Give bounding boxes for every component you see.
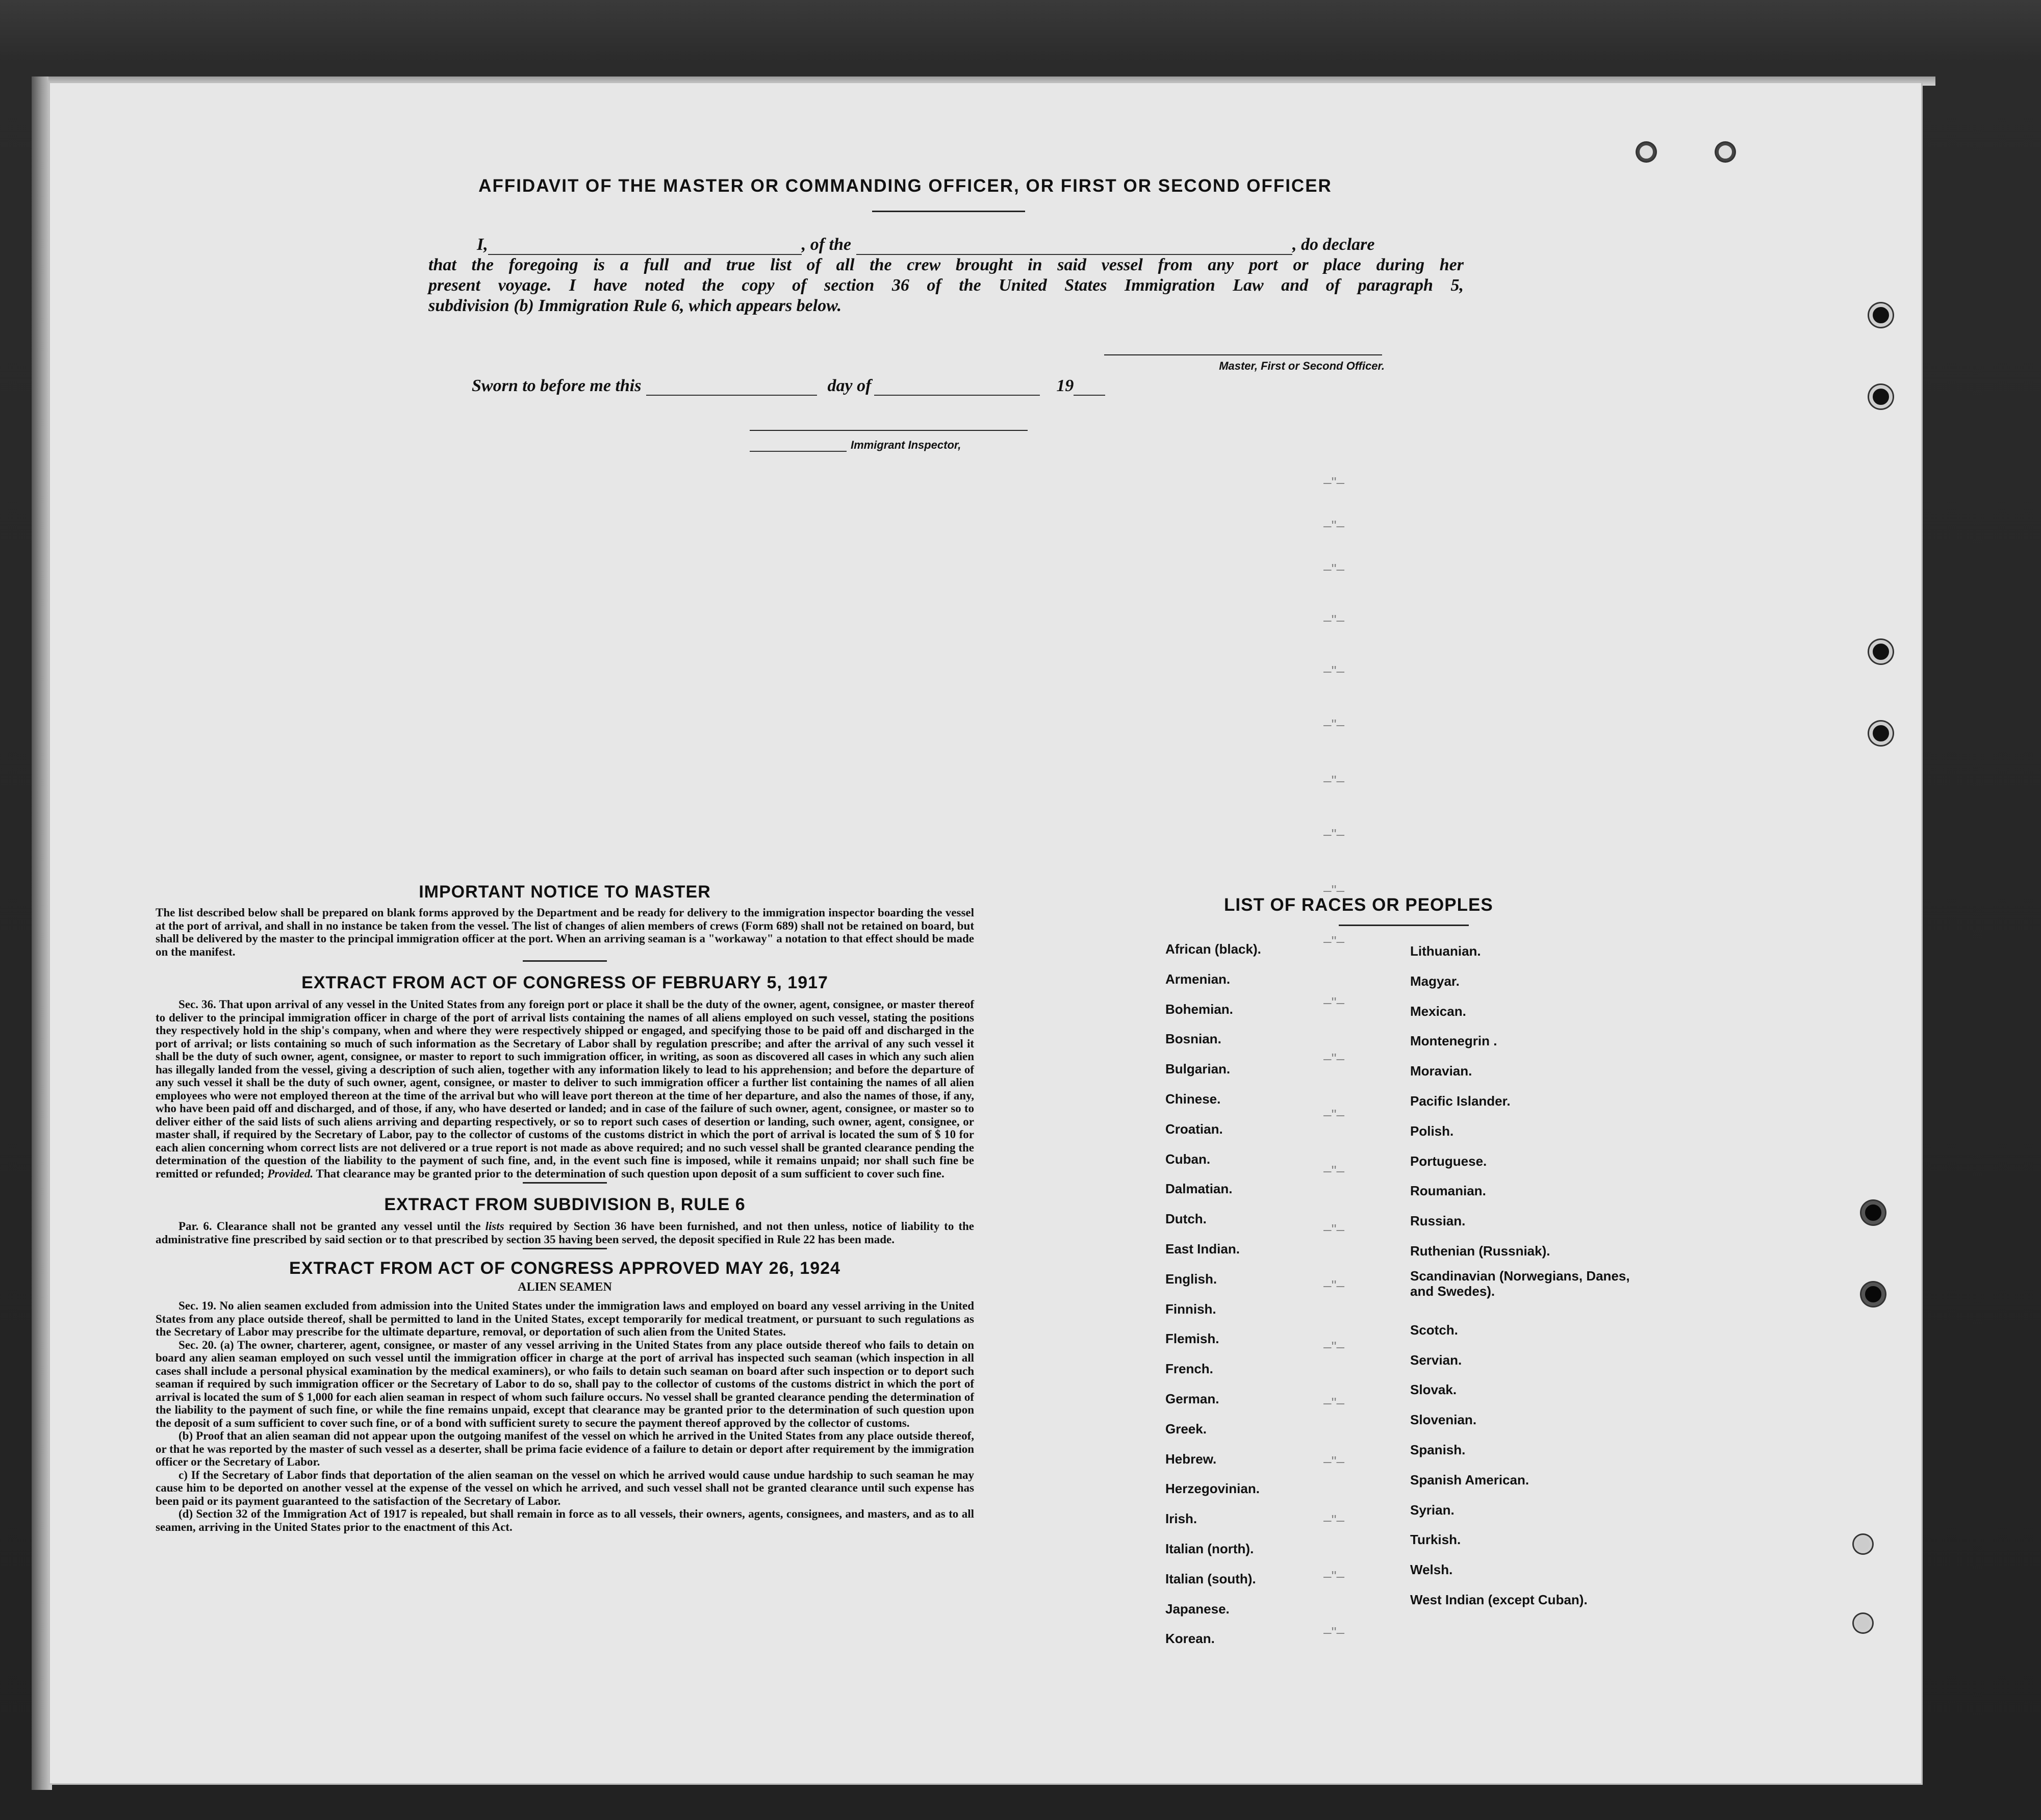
sec-19-text bbox=[156, 1299, 974, 1339]
do-declare-label: , do declare bbox=[1292, 235, 1375, 254]
race-list-item: Roumanian. bbox=[1410, 1183, 1486, 1199]
extract-1917-divider bbox=[523, 1182, 607, 1184]
legal-extracts-column bbox=[156, 882, 974, 1533]
race-list-item: German. bbox=[1165, 1391, 1219, 1406]
race-list-item: Scotch. bbox=[1410, 1322, 1458, 1338]
sworn-label: Sworn to before me this bbox=[472, 376, 642, 395]
race-list-item: Ruthenian (Russniak). bbox=[1410, 1243, 1550, 1259]
races-column-1 bbox=[1165, 934, 1400, 1654]
bleed-through-mark: –"– bbox=[1323, 474, 1345, 490]
race-list-item: Chinese. bbox=[1165, 1091, 1221, 1107]
race-list-item: Montenegrin . bbox=[1410, 1033, 1497, 1049]
extract-rule6-title: EXTRACT FROM SUBDIVISION B, RULE 6 bbox=[384, 1195, 746, 1214]
race-list-item: Japanese. bbox=[1165, 1601, 1230, 1617]
race-list-item: Russian. bbox=[1410, 1213, 1466, 1229]
sec-20a-text bbox=[156, 1339, 974, 1430]
manifest-page bbox=[48, 82, 1923, 1785]
binder-hole-icon bbox=[1869, 303, 1893, 327]
races-title: LIST OF RACES OR PEOPLES bbox=[1224, 895, 1493, 915]
races-column-2 bbox=[1410, 936, 1635, 1615]
bleed-through-mark: –"– bbox=[1323, 1395, 1345, 1411]
sec-19-body: No alien seamen excluded from admission into the United States under the immigration laws and employed on board any vessel arriving in the United States from any place outside thereof, shall be permitted to land in the United States, except temporarily for medical treatment, or pursuant to such regulations as the Secretary of Labor may prescribe for the ultimate departure, removal, or deportation of such alien from the United States. bbox=[156, 1299, 974, 1338]
sec-20d-text: (d) Section 32 of the Immigration Act of 1917 is repealed, but shall remain in force as to all vessels, their owners, agents, consignees, and masters, and as to all seamen, arriving in the United States prior to the enactment of this Act. bbox=[156, 1507, 974, 1533]
race-list-item: Servian. bbox=[1410, 1352, 1462, 1368]
bleed-through-mark: –"– bbox=[1323, 1453, 1345, 1469]
extract-1924-title: EXTRACT FROM ACT OF CONGRESS APPROVED MAY 26, 1924 bbox=[289, 1259, 840, 1278]
race-list-item: Dutch. bbox=[1165, 1211, 1207, 1227]
declarant-name-field[interactable] bbox=[488, 239, 802, 255]
sec-20-label: Sec. 20. bbox=[178, 1338, 217, 1351]
alien-seamen-subtitle: ALIEN SEAMEN bbox=[518, 1280, 612, 1294]
notice-divider bbox=[523, 960, 607, 962]
race-list-item: Cuban. bbox=[1165, 1151, 1211, 1167]
binder-hole-icon bbox=[1637, 143, 1655, 161]
race-list-item: Italian (south). bbox=[1165, 1571, 1256, 1586]
race-list-item: Hebrew. bbox=[1165, 1451, 1217, 1467]
extract-rule6-divider bbox=[523, 1248, 607, 1249]
extract-rule6-text bbox=[156, 1220, 974, 1246]
bleed-through-mark: –"– bbox=[1323, 882, 1345, 898]
sec-19-label: Sec. 19. bbox=[178, 1299, 217, 1312]
year-prefix-label: 19 bbox=[1056, 376, 1074, 395]
bleed-through-mark: –"– bbox=[1323, 561, 1345, 577]
race-list-item: Spanish. bbox=[1410, 1442, 1466, 1457]
race-list-item: Turkish. bbox=[1410, 1532, 1461, 1548]
binder-hole-icon bbox=[1854, 1614, 1872, 1632]
bleed-through-mark: –"– bbox=[1323, 663, 1345, 679]
race-list-item: Scandinavian (Norwegians, Danes, and Swedes). bbox=[1410, 1268, 1630, 1299]
title-underline bbox=[872, 211, 1025, 212]
notice-text: The list described below shall be prepared on blank forms approved by the Department and be ready for delivery to the immigration inspector boarding the vessel at the port of arrival, and shall in no instance be taken from the vessel. The list of changes of alien members of crews (Form 689) shall not be retained on board, but shall be delivered by the master to the principal immigration officer at the port. When an arriving seaman is a "workaway" a notation to that effect should be made on the manifest. bbox=[156, 906, 975, 958]
binder-hole-icon bbox=[1869, 640, 1893, 663]
bleed-through-mark: –"– bbox=[1323, 1277, 1345, 1293]
bleed-through-mark: –"– bbox=[1323, 1107, 1345, 1122]
proviso-label: Provided. bbox=[267, 1167, 314, 1180]
rule6-text-part-1: Clearance shall not be granted any vessel until the bbox=[216, 1220, 481, 1233]
bleed-through-mark: –"– bbox=[1323, 1163, 1345, 1178]
of-the-label: , of the bbox=[801, 235, 852, 254]
declaration-line-4: subdivision (b) Immigration Rule 6, which appears below. bbox=[428, 296, 842, 315]
sec-20c-text: c) If the Secretary of Labor finds that deportation of the alien seaman on the vessel on which he arrived would cause undue hardship to such seaman he may cause him to be deported on another vessel at the expense of the vessel on which he arrived, and such vessel shall not be granted clearance until such expense has been paid or its payment guaranteed to the satisfaction of the Secretary of Labor. bbox=[156, 1468, 974, 1507]
races-title-underline bbox=[1339, 925, 1469, 926]
race-list-item: Magyar. bbox=[1410, 973, 1460, 989]
race-list-item: Irish. bbox=[1165, 1511, 1197, 1527]
i-label: I, bbox=[477, 235, 488, 254]
bleed-through-mark: –"– bbox=[1323, 826, 1345, 842]
binder-hole-icon bbox=[1716, 143, 1734, 161]
inspector-line bbox=[750, 439, 1056, 452]
race-list-item: Bohemian. bbox=[1165, 1001, 1233, 1017]
race-list-item: Portuguese. bbox=[1410, 1153, 1487, 1169]
race-list-item: English. bbox=[1165, 1271, 1217, 1287]
bleed-through-mark: –"– bbox=[1323, 1512, 1345, 1528]
declaration-line-3: present voyage. I have noted the copy of section 36 of the United States Immigration Law and of paragraph 5, bbox=[428, 276, 1464, 295]
bleed-through-mark: –"– bbox=[1323, 994, 1345, 1010]
affidavit-title: AFFIDAVIT OF THE MASTER OR COMMANDING OFFICER, OR FIRST OR SECOND OFFICER bbox=[478, 176, 1332, 196]
rule6-text-part-2: required by Section 36 have been furnished, and not then unless, notice of liability to the administrative fine prescribed by said section or to that prescribed by section 35 having been served, the deposit specified in Rule 22 has been made. bbox=[156, 1220, 974, 1246]
race-list-item: Syrian. bbox=[1410, 1502, 1455, 1518]
notice-title: IMPORTANT NOTICE TO MASTER bbox=[419, 882, 711, 902]
race-list-item: Slovak. bbox=[1410, 1382, 1457, 1398]
officer-signature-line[interactable] bbox=[1104, 354, 1382, 355]
race-list-item: Pacific Islander. bbox=[1410, 1093, 1511, 1109]
race-list-item: West Indian (except Cuban). bbox=[1410, 1592, 1588, 1607]
race-list-item: Flemish. bbox=[1165, 1331, 1219, 1347]
binder-hole-icon bbox=[1854, 1535, 1872, 1553]
bleed-through-mark: –"– bbox=[1323, 1221, 1345, 1237]
binder-hole-icon bbox=[1869, 385, 1893, 408]
bleed-through-mark: –"– bbox=[1323, 518, 1345, 533]
race-list-item: French. bbox=[1165, 1361, 1213, 1377]
declaration-line-2: that the foregoing is a full and true list of all the crew brought in said vessel from any port or place during her bbox=[428, 255, 1464, 274]
sec-36-text: That upon arrival of any vessel in the United States from any foreign port or place it shall be the duty of the owner, agent, consignee, or master thereof to deliver to the principal immigration officer in charge of the port of arrival lists containing the names of all aliens employed on such vessel, stating the positions they respectively hold in the ship's company, when and where they were respectively shipped or engaged, and specifying those to be paid off and discharged in the port of arrival; or lists containing so much of such information as the Secretary of Labor shall by regulation prescribe; and after the arrival of any such vessel it shall be the duty of such owner, agent, consignee, or master to report to such immigration officer, in writing, as soon as discovered all cases in which any such alien has illegally landed from the vessel, giving a description of such alien, together with any information likely to lead to his apprehension; and before the departure of any such vessel it shall be the duty of such owner, agent, consignee, or master to deliver to such immigration officer a further list containing the names of all alien employees who were not employed thereon at the time of the arrival but who will leave port thereon at the time of her departure, and also the names of those, if any, who have been paid off and discharged, and of those, if any, who have deserted or landed; and in case of the failure of such owner, agent, consignee, or master so to deliver either of the said lists of such aliens arriving and departing respectively, or so to report such cases of desertion or landing, such owner, agent, consignee, or master shall, if required by the Secretary of Labor, pay to the collector of customs of the customs district in which the port of arrival is located the sum of $ 10 for each alien concerning whom correct lists are not delivered or a true report is not made as above required; and no such vessel shall be granted clearance pending the determination of the question of the liability to the payment of such fine, and, in the event such fine is imposed, while it remains unpaid; nor shall such fine be remitted or refunded; bbox=[156, 998, 974, 1180]
race-list-item: Armenian. bbox=[1165, 971, 1231, 987]
race-list-item: Croatian. bbox=[1165, 1121, 1223, 1137]
race-list-item: Polish. bbox=[1410, 1123, 1454, 1139]
bleed-through-mark: –"– bbox=[1323, 933, 1345, 949]
race-list-item: Finnish. bbox=[1165, 1301, 1216, 1317]
sworn-line bbox=[472, 376, 1237, 396]
officer-signature-label: Master, First or Second Officer. bbox=[1219, 360, 1385, 372]
race-list-item: East Indian. bbox=[1165, 1241, 1240, 1257]
race-list-item: Spanish American. bbox=[1410, 1472, 1529, 1488]
inspector-label: Immigrant Inspector, bbox=[851, 439, 961, 451]
sec-20b-text: (b) Proof that an alien seaman did not appear upon the outgoing manifest of the vessel on which he arrived in the United States from any place outside thereof, or that he was reported by the master of such vessel as a deserter, shall be prima facie evidence of a failure to detain or deport after requirement by the immigration officer or the Secretary of Labor. bbox=[156, 1429, 974, 1468]
vessel-field[interactable] bbox=[856, 239, 1292, 255]
race-list-item: Italian (north). bbox=[1165, 1541, 1254, 1556]
bleed-through-mark: –"– bbox=[1323, 1339, 1345, 1354]
day-of-label: day of bbox=[827, 376, 872, 395]
race-list-item: Bulgarian. bbox=[1165, 1061, 1231, 1077]
extract-1917-text bbox=[156, 998, 974, 1180]
race-list-item: Bosnian. bbox=[1165, 1031, 1221, 1047]
bleed-through-mark: –"– bbox=[1323, 716, 1345, 732]
par-6-label: Par. 6. bbox=[178, 1220, 212, 1233]
sec-36-label: Sec. 36. bbox=[178, 998, 216, 1011]
race-list-item: African (black). bbox=[1165, 941, 1261, 957]
binder-hole-icon bbox=[1869, 722, 1893, 745]
race-list-item: Lithuanian. bbox=[1410, 943, 1481, 959]
sworn-month-field[interactable] bbox=[874, 379, 1040, 396]
race-list-item: Korean. bbox=[1165, 1631, 1215, 1647]
bleed-through-mark: –"– bbox=[1323, 1050, 1345, 1066]
race-list-item: Greek. bbox=[1165, 1421, 1207, 1437]
affidavit-declaration bbox=[428, 235, 1464, 316]
race-list-item: Herzegovinian. bbox=[1165, 1481, 1260, 1497]
inspector-signature-line[interactable] bbox=[750, 430, 1028, 431]
extract-1917-title: EXTRACT FROM ACT OF CONGRESS OF FEBRUARY 5, 1917 bbox=[301, 973, 828, 992]
race-list-item: Welsh. bbox=[1410, 1562, 1453, 1578]
proviso-text: That clearance may be granted prior to the determination of such question upon deposit of a sum sufficient to cover such fine. bbox=[316, 1167, 945, 1180]
race-list-item: Mexican. bbox=[1410, 1003, 1466, 1019]
sworn-day-field[interactable] bbox=[646, 379, 817, 396]
sec-20a-body: (a) The owner, charterer, agent, consignee, or master of any vessel arriving in the United States from any place outside thereof who fails to detain on board any alien seaman employed on such vessel until the immigration officer in charge at the port of arrival has inspected such seaman (which inspection in all cases shall include a personal physical examination by the medical examiners), or who fails to detain such seaman on board after such inspection or to deport such seaman if required by such immigration officer or the Secretary of Labor to do so, shall pay to the collector of customs of the customs district in which the port of arrival is located the sum of $ 1,000 for each alien seaman in respect of whom such failure occurs. No vessel shall be granted clearance pending the determination of the liability to the payment of such fine, or while the fine remains unpaid, except that clearance may be granted prior to the determination of such question upon the deposit of a sum sufficient to cover such fine, or of a bond with sufficient surety to secure the payment thereof approved by the collector of customs. bbox=[156, 1338, 975, 1429]
race-list-item: Slovenian. bbox=[1410, 1412, 1477, 1428]
declaration-line-1 bbox=[428, 235, 1464, 255]
binder-hole-icon bbox=[1861, 1201, 1885, 1224]
race-list-item: Dalmatian. bbox=[1165, 1181, 1233, 1197]
lists-word: lists bbox=[485, 1220, 504, 1233]
sworn-year-field[interactable] bbox=[1074, 379, 1105, 396]
bleed-through-mark: –"– bbox=[1323, 612, 1345, 628]
bleed-through-mark: –"– bbox=[1323, 1624, 1345, 1640]
bleed-through-mark: –"– bbox=[1323, 1568, 1345, 1584]
bleed-through-mark: –"– bbox=[1323, 773, 1345, 788]
race-list-item: Moravian. bbox=[1410, 1063, 1472, 1079]
inspector-name-field[interactable] bbox=[750, 444, 847, 452]
binder-hole-icon bbox=[1861, 1283, 1885, 1306]
